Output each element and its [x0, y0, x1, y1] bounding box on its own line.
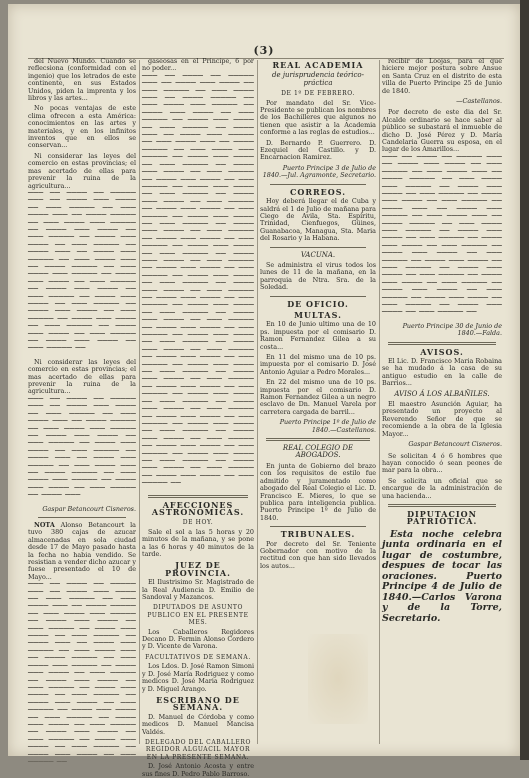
section-title: ESCRIBANO DE SEMANA. [156, 694, 240, 713]
article-paragraph: Los Caballeros Regidores Decano D. Fermin Alonso Cordero y D. Vicente de Varona. [142, 627, 254, 651]
column-divider [379, 60, 380, 744]
article-paragraph: Se administra el virus todos los lunes de 11 de la mañana, en la parroquia de Ntra. Sra. de la Soledad. [260, 260, 376, 292]
article-paragraph: Los Ldos. D. José Ramon Simoni y D. José María Rodriguez y como medicos D. José Maria Rodriguez y D. Miguel Arango. [142, 662, 254, 693]
article-paragraph: Hoy deberá llegar el de Cuba y saldrá el 1 de Julio de mañana para Ciego de Avila, Sta. Espíritu, Trinidad, Cienfuegos, Güines, Guanabacoa, Managua, Sta. Maria del Rosario y la Habana. [260, 197, 376, 243]
note-text: Alonso Betancourt la tuvo 380 cajas de azucar almacenadas en sola ciudad desde 17 de Mayo pasado hasta la fecha no habia vendido. Se resistian a vender dicho azucar y fuese presentado el 10 de Mayo... [28, 520, 136, 581]
signature: Gaspar Betancourt Cisneros. [408, 440, 502, 449]
article-paragraph: El maestro Asunción Aguiar, ha presentado un proyecto al Reverendo Señor de que se recomiende a la obra de la Iglesia Mayor... [382, 400, 502, 438]
section-title: AVISO Á LOS ALBAÑILES. [394, 389, 490, 398]
section-divider [388, 342, 496, 345]
article-paragraph: Se solicitan 4 ó 6 hombres que hayan conocido ó sean peones de mar para la obra... [382, 451, 502, 475]
column-4 [382, 58, 502, 748]
article-paragraph: D. Bernardo P. Guerrero. D. Ezequiel del Castillo. y D. Encarnacion Ramirez. [260, 138, 376, 162]
signature: —Castellanos. [456, 97, 502, 106]
column-2 [142, 57, 254, 778]
subsection-title: FACULTATIVOS DE SEMANA. [145, 653, 251, 661]
section-title: AFECCIONES ASTRONOMICAS. [151, 499, 245, 517]
section-title: VACUNA. [300, 250, 336, 259]
article-paragraph: No pocas ventajas de este clima ofrecen a esta América: conocimientos en las artes y materiales, y en los infinitos inventos que en ellos se conservan... [28, 104, 136, 150]
subsection-title: DELEGADO DEL CABALLERO REGIDOR ALGUACIL MAYOR EN LA PRESENTE SEMANA. [144, 738, 252, 761]
article-paragraph: En 10 de Junio ultimo una de 10 ps. impuesta por el comisario D. Ramon Fernandez Gilea a su costa... [260, 320, 376, 351]
subsection-title: DE HOY. [182, 519, 214, 527]
section-title: REAL COLEGIO DE ABOGADOS. [282, 444, 354, 460]
article-paragraph: Ni considerar las leyes del comercio en estas provincias; el mas acertado de ellas para prevenir la ruina de la agricultura... [28, 151, 136, 190]
article-paragraph: Por decreto de este dia del Sr. Alcalde ordinario se hace saber al público se subastará el inmueble de dicho D. José Pérez y D. María Candelaria Guerra su esposa, en el lugar de los Amarillos... [382, 108, 502, 154]
article-paragraph: D. José Antonio Acosta y entre sus fines D. Pedro Pablo Barroso. [142, 762, 254, 778]
section-divider [266, 438, 370, 441]
section-title: TRIBUNALES. [280, 529, 356, 540]
announcement-notice [382, 530, 502, 625]
section-divider [270, 247, 366, 248]
section-divider [270, 184, 366, 185]
article-paragraph: gaseosas en el Principe, 6 por no poder... [142, 57, 254, 73]
section-title: AVISOS. [420, 346, 464, 357]
article-paragraph: D. Manuel de Córdoba y como medicos D. Manuel Mancisa Valdés. [142, 712, 254, 736]
article-paragraph: Por decreto del Sr. Teniente Gobernador con motivo de la rectitud con que han sido llevados los autos... [260, 539, 376, 570]
column-1 [28, 57, 136, 769]
illegible-text-block: ▔▔▔ ▔▔ ▔▔▔▔ ▔▔ ▔▔▔▔▔ ▔▔▔ ▔▔ ▔▔▔▔ ▔▔▔ ▔▔▔▔ ▔▔ ▔▔▔ ▔▔▔▔▔ ▔▔ ▔▔▔ ▔▔▔▔ ▔▔▔ ▔▔ ▔▔▔▔ ▔▔▔▔▔ ▔▔ ▔▔▔ ▔▔▔▔ ▔▔▔ ▔▔▔▔▔ ▔▔ ▔▔▔▔ ▔▔▔ ▔▔▔▔ ▔▔ ▔▔▔ ▔▔▔▔▔ ▔▔ ▔▔▔▔ ▔▔▔ ▔▔▔▔ ▔▔ ▔▔▔ ▔▔▔▔▔ ▔▔ ▔▔▔▔ ▔▔▔ ▔▔ ▔▔▔▔ ▔▔▔ ▔▔▔▔▔ ▔▔ ▔▔▔ ▔▔▔▔ ▔▔▔ ▔▔ ▔▔▔▔ ▔▔▔▔▔ ▔▔ ▔▔▔ ▔▔▔▔ ▔▔▔ ▔▔▔▔▔ ▔▔ ▔▔▔▔ ▔▔▔ ▔▔▔▔ ▔▔ ▔▔▔ ▔▔▔▔▔ ▔▔ ▔▔▔▔ ▔▔▔ ▔▔▔▔ ▔▔ ▔▔▔ ▔▔▔▔▔ ▔▔ ▔▔▔▔ ▔▔▔ ▔▔▔▔ ▔▔ ▔▔▔ ▔▔▔▔▔ ▔▔ ▔▔▔▔ ▔▔▔ ▔▔▔▔ ▔▔ ▔▔▔ ▔▔▔▔▔ ▔▔ ▔▔▔▔ ▔▔▔ ▔▔▔▔ ▔▔ ▔▔▔ ▔▔▔▔▔ ▔▔ ▔▔▔▔ ▔▔▔ ▔▔▔▔ ▔▔ ▔▔▔ ▔▔▔▔▔ ▔▔ ▔▔▔▔ ▔▔▔ ▔▔▔▔ ▔▔ ▔▔▔ ▔▔▔▔▔ ▔▔ [28, 191, 136, 356]
article-paragraph: En 11 del mismo una de 10 ps. impuesta por el comisario D. José Antonio Aguiar a Pedro Morales... [260, 353, 376, 376]
section-divider [38, 517, 126, 518]
article-paragraph: En junta de Gobierno del brazo con los requisitos de estilo fue admitido y juramentado como abogado del Real Colegio el Lic. D. Francisco E. Mieres, lo que se publica para inteligencia publica. Puerto Principe 1º de Julio de 1840. [260, 461, 376, 522]
signature: Puerto Principe 1º de Julio de 1840.—Castellanos. [279, 418, 376, 434]
signature: Puerto Principe 30 de Junio de 1840.—Falda. [402, 321, 502, 338]
signature: Puerto Principe 3 de Julio de 1840.—Jul. Agramonte, Secretario. [262, 163, 376, 180]
signature: Gaspar Betancourt Cisneros. [42, 504, 136, 513]
column-divider [257, 60, 258, 744]
article-paragraph: El Ilustrisimo Sr. Magistrado de la Real Audiencia D. Emilio de Sandoval y Mazancos. [142, 578, 254, 602]
article-paragraph: Sale el sol a las 5 horas y 20 minutos de la mañana, y se pone a las 6 horas y 40 minutos de la tarde. [142, 527, 254, 558]
illegible-text-block: ▔▔▔ ▔▔ ▔▔▔▔ ▔▔ ▔▔▔▔▔ ▔▔▔ ▔▔ ▔▔▔▔ ▔▔▔ ▔▔▔▔ ▔▔ ▔▔▔ ▔▔▔▔▔ ▔▔ ▔▔▔ ▔▔▔▔ ▔▔▔ ▔▔ ▔▔▔▔ ▔▔▔▔▔ ▔▔ ▔▔▔ ▔▔▔▔ ▔▔▔ ▔▔▔▔▔ ▔▔ ▔▔▔▔ ▔▔▔ ▔▔▔▔ ▔▔ ▔▔▔ ▔▔▔▔▔ ▔▔ ▔▔▔▔ ▔▔▔ ▔▔▔▔ ▔▔ ▔▔▔ ▔▔▔▔▔ ▔▔ ▔▔▔▔ ▔▔▔ ▔▔ ▔▔▔▔ ▔▔▔ ▔▔▔▔▔ ▔▔ ▔▔▔ ▔▔▔▔ ▔▔▔ ▔▔ ▔▔▔▔ ▔▔▔▔▔ ▔▔ ▔▔▔ ▔▔▔▔ ▔▔▔ ▔▔▔▔▔ ▔▔ ▔▔▔▔ ▔▔▔ ▔▔▔▔ ▔▔ ▔▔▔ ▔▔▔▔▔ ▔▔ ▔▔▔▔ ▔▔▔ ▔▔▔▔ ▔▔ ▔▔▔ ▔▔▔▔▔ ▔▔ ▔▔▔▔ ▔▔▔ ▔▔▔▔ ▔▔ ▔▔▔ ▔▔▔▔▔ ▔▔ ▔▔▔▔ ▔▔▔ ▔▔▔▔ ▔▔ ▔▔▔ ▔▔▔▔▔ ▔▔ ▔▔▔▔ ▔▔▔ ▔▔▔▔ ▔▔ ▔▔▔ ▔▔▔▔▔ ▔▔ ▔▔▔▔ ▔▔▔ ▔▔▔▔ ▔▔ ▔▔▔ ▔▔▔▔▔ ▔▔ ▔▔▔▔ ▔▔▔ ▔▔▔▔ ▔▔ ▔▔▔ ▔▔▔▔▔ ▔▔ ▔▔▔▔ ▔▔▔ ▔▔▔▔ ▔▔ ▔▔▔ ▔▔▔▔▔ ▔▔ ▔▔▔▔ ▔▔▔ ▔▔▔▔ ▔▔ ▔▔▔ ▔▔▔▔▔ ▔▔ ▔▔▔▔ ▔▔▔ ▔▔▔▔ ▔▔ ▔▔▔ ▔▔▔▔▔ ▔▔ ▔▔▔▔ ▔▔▔ ▔▔▔▔ ▔▔ ▔▔▔ ▔▔▔▔▔ ▔▔ ▔▔▔▔ ▔▔▔ ▔▔▔▔ ▔▔ ▔▔▔ ▔▔▔▔▔ ▔▔ ▔▔▔▔ ▔▔▔ ▔▔▔▔ ▔▔ ▔▔▔ ▔▔▔▔▔ ▔▔ ▔▔▔▔ ▔▔▔ ▔▔▔▔ ▔▔ ▔▔▔ ▔▔▔▔▔ ▔▔ ▔▔▔▔ ▔▔▔ ▔▔▔▔ ▔▔ ▔▔▔ ▔▔▔▔▔ ▔▔ ▔▔▔▔ ▔▔▔ ▔▔▔▔ ▔▔ ▔▔▔ ▔▔▔▔▔ ▔▔ ▔▔▔▔ ▔▔▔ ▔▔▔▔ ▔▔ ▔▔▔ ▔▔▔▔▔ ▔▔ ▔▔▔▔ ▔▔▔ ▔▔▔▔ ▔▔ ▔▔▔ ▔▔▔▔▔ ▔▔ ▔▔▔▔ ▔▔▔ ▔▔▔▔ ▔▔ ▔▔▔ ▔▔▔▔▔ ▔▔ ▔▔▔▔ ▔▔▔ ▔▔▔▔ ▔▔ ▔▔▔ ▔▔▔▔▔ ▔▔ ▔▔▔▔ ▔▔▔ ▔▔▔▔ ▔▔ ▔▔▔ ▔▔▔▔▔ ▔▔ ▔▔▔▔ ▔▔▔ ▔▔▔▔ ▔▔ ▔▔▔ ▔▔▔▔▔ ▔▔ ▔▔▔▔ ▔▔▔ ▔▔▔▔ ▔▔ ▔▔▔ ▔▔▔▔▔ ▔▔ ▔▔▔▔ ▔▔▔ ▔▔▔▔ ▔▔ ▔▔▔ ▔▔▔▔▔ ▔▔ ▔▔▔▔ ▔▔▔ ▔▔▔▔ ▔▔ ▔▔▔ ▔▔▔▔▔ ▔▔ ▔▔▔▔ ▔▔▔ ▔▔▔▔ ▔▔ ▔▔▔ ▔▔▔▔▔ ▔▔ ▔▔▔▔ ▔▔▔ ▔▔▔▔ ▔▔ ▔▔▔ ▔▔▔▔▔ ▔▔ ▔▔▔▔ ▔▔▔ ▔▔▔▔ ▔▔ ▔▔▔ ▔▔▔▔▔ ▔▔ ▔▔▔▔ ▔▔▔ ▔▔▔▔ ▔▔ ▔▔▔ ▔▔▔▔▔ ▔▔ ▔▔▔▔ ▔▔▔ ▔▔▔▔ ▔▔ ▔▔▔ ▔▔▔▔▔ ▔▔ ▔▔▔▔ ▔▔▔ ▔▔▔▔ ▔▔ ▔▔▔ ▔▔▔▔▔ ▔▔ ▔▔▔▔ ▔▔▔ ▔▔▔▔ ▔▔ ▔▔▔ ▔▔▔▔▔ ▔▔ ▔▔▔▔ ▔▔▔ ▔▔▔▔ ▔▔ ▔▔▔ ▔▔▔▔▔ ▔▔ [142, 74, 254, 491]
subsection-title: DE 1º DE FEBRERO. [281, 90, 355, 98]
page-edge-shadow [520, 0, 529, 760]
section-title: CORREOS. [290, 186, 346, 197]
illegible-text-block: ▔▔▔ ▔▔ ▔▔▔▔ ▔▔ ▔▔▔▔▔ ▔▔▔ ▔▔ ▔▔▔▔ ▔▔▔ ▔▔▔▔ ▔▔ ▔▔▔ ▔▔▔▔▔ ▔▔ ▔▔▔ ▔▔▔▔ ▔▔▔ ▔▔ ▔▔▔▔ ▔▔▔▔▔ ▔▔ ▔▔▔ ▔▔▔▔ ▔▔▔ ▔▔▔▔▔ ▔▔ ▔▔▔▔ ▔▔▔ ▔▔▔▔ ▔▔ ▔▔▔ ▔▔▔▔▔ ▔▔ ▔▔▔▔ ▔▔▔ ▔▔▔▔ ▔▔ ▔▔▔ ▔▔▔▔▔ ▔▔ ▔▔▔▔ ▔▔▔ ▔▔ ▔▔▔▔ ▔▔▔ ▔▔▔▔▔ ▔▔ ▔▔▔ ▔▔▔▔ ▔▔▔ ▔▔ ▔▔▔▔ ▔▔▔▔▔ ▔▔ ▔▔▔ ▔▔▔▔ ▔▔▔ ▔▔▔▔▔ ▔▔ ▔▔▔▔ ▔▔▔ ▔▔▔▔ ▔▔ ▔▔▔ ▔▔▔▔▔ ▔▔ ▔▔▔▔ ▔▔▔ [28, 397, 136, 503]
subsection-title: DIPUTADOS DE ASUNTO PUBLICO EN EL PRESENTE MES. [147, 604, 249, 627]
section-divider [270, 526, 366, 527]
column-3 [260, 58, 376, 748]
illegible-text-block: ▔▔▔ ▔▔ ▔▔▔▔ ▔▔ ▔▔▔▔▔ ▔▔▔ ▔▔ ▔▔▔▔ ▔▔▔ ▔▔▔▔ ▔▔ ▔▔▔ ▔▔▔▔▔ ▔▔ ▔▔▔ ▔▔▔▔ ▔▔▔ ▔▔ ▔▔▔▔ ▔▔▔▔▔ ▔▔ ▔▔▔ ▔▔▔▔ ▔▔▔ ▔▔▔▔▔ ▔▔ ▔▔▔▔ ▔▔▔ ▔▔▔▔ ▔▔ ▔▔▔ ▔▔▔▔▔ ▔▔ ▔▔▔▔ ▔▔▔ ▔▔▔▔ ▔▔ ▔▔▔ ▔▔▔▔▔ ▔▔ ▔▔▔▔ ▔▔▔ ▔▔ ▔▔▔▔ ▔▔▔ ▔▔▔▔▔ ▔▔ ▔▔▔ ▔▔▔▔ ▔▔▔ ▔▔ ▔▔▔▔ ▔▔▔▔▔ ▔▔ ▔▔▔ ▔▔▔▔ ▔▔▔ ▔▔▔▔▔ ▔▔ ▔▔▔▔ ▔▔▔ ▔▔▔▔ ▔▔ ▔▔▔ ▔▔▔▔▔ ▔▔ ▔▔▔▔ ▔▔▔ ▔▔▔▔ ▔▔ ▔▔▔ ▔▔▔▔▔ ▔▔ ▔▔▔▔ ▔▔▔ ▔▔▔▔ ▔▔ ▔▔▔ ▔▔▔▔▔ ▔▔ ▔▔▔▔ ▔▔▔ ▔▔▔▔ ▔▔ ▔▔▔ ▔▔▔▔▔ ▔▔ ▔▔▔▔ ▔▔▔ ▔▔▔▔ ▔▔ ▔▔▔ ▔▔▔▔▔ ▔▔ ▔▔▔▔ ▔▔▔ ▔▔▔▔ ▔▔ ▔▔▔ ▔▔▔▔▔ ▔▔ ▔▔▔▔ ▔▔▔ ▔▔▔▔ ▔▔ ▔▔▔ ▔▔▔▔▔ ▔▔ ▔▔▔▔ ▔▔▔ ▔▔▔▔ ▔▔ ▔▔▔ ▔▔▔▔▔ ▔▔ ▔▔▔▔ ▔▔▔ ▔▔▔▔ ▔▔ ▔▔▔ ▔▔▔▔▔ ▔▔ [28, 583, 136, 769]
section-divider [148, 495, 248, 498]
article-paragraph: Por mandato del Sr. Vice-Presidente se publican los nombres de los Bachilleres que algunos no tienen que asistir a la Academia conforme a las reglas de estudios... [260, 98, 376, 137]
section-title: JUEZ DE PROVINCIA. [165, 560, 231, 578]
note-paragraph [28, 522, 136, 581]
article-paragraph: recibir de Loojas, para el que hiciere mejor postura sobre Ansue en Santa Cruz en el distrito de esta villa de Puerto Principe 25 de Junio de 1840. [382, 57, 502, 95]
article-paragraph: En 22 del mismo una de 10 ps. impuesta por el comisario D. Ramon Fernandez Gilea a un negro esclavo de Dn. Manuel Varela por carretera cargada de barril... [260, 378, 376, 416]
column-divider [139, 60, 140, 744]
note-label: NOTA [34, 520, 55, 529]
announcement-text: Esta noche celebra junta ordinaria en el lugar de costumbre, despues de tocar las oraciones. Puerto Principe 4 de Julio de 1840.—Carlos Varona y de la Torre, Secretario. [382, 528, 502, 624]
section-divider [270, 296, 366, 297]
article-paragraph: Se solicita un oficial que se encargue de la administración de una hacienda... [382, 476, 502, 500]
illegible-text-block: ▔▔▔ ▔▔ ▔▔▔▔ ▔▔ ▔▔▔▔▔ ▔▔▔ ▔▔ ▔▔▔▔ ▔▔▔ ▔▔▔▔ ▔▔ ▔▔▔ ▔▔▔▔▔ ▔▔ ▔▔▔ ▔▔▔▔ ▔▔▔ ▔▔ ▔▔▔▔ ▔▔▔▔▔ ▔▔ ▔▔▔ ▔▔▔▔ ▔▔▔ ▔▔▔▔▔ ▔▔ ▔▔▔▔ ▔▔▔ ▔▔▔▔ ▔▔ ▔▔▔ ▔▔▔▔▔ ▔▔ ▔▔▔▔ ▔▔▔ ▔▔▔▔ ▔▔ ▔▔▔ ▔▔▔▔▔ ▔▔ ▔▔▔▔ ▔▔▔ ▔▔ ▔▔▔▔ ▔▔▔ ▔▔▔▔▔ ▔▔ ▔▔▔ ▔▔▔▔ ▔▔▔ ▔▔ ▔▔▔▔ ▔▔▔▔▔ ▔▔ ▔▔▔ ▔▔▔▔ ▔▔▔ ▔▔▔▔▔ ▔▔ ▔▔▔▔ ▔▔▔ ▔▔▔▔ ▔▔ ▔▔▔ ▔▔▔▔▔ ▔▔ ▔▔▔▔ ▔▔▔ ▔▔▔▔ ▔▔ ▔▔▔ ▔▔▔▔▔ ▔▔ ▔▔▔▔ ▔▔▔ ▔▔▔▔ ▔▔ ▔▔▔ ▔▔▔▔▔ ▔▔ ▔▔▔▔ ▔▔▔ ▔▔▔▔ ▔▔ ▔▔▔ ▔▔▔▔▔ ▔▔ ▔▔▔▔ ▔▔▔ ▔▔▔▔ ▔▔ ▔▔▔ ▔▔▔▔▔ ▔▔ ▔▔▔▔ ▔▔▔ ▔▔▔▔ ▔▔ ▔▔▔ ▔▔▔▔▔ ▔▔ ▔▔▔▔ ▔▔▔ ▔▔▔▔ ▔▔ ▔▔▔ ▔▔▔▔▔ ▔▔ ▔▔▔▔ ▔▔▔ ▔▔▔▔ ▔▔ ▔▔▔ ▔▔▔▔▔ ▔▔ ▔▔▔▔ ▔▔▔ ▔▔▔▔ ▔▔ ▔▔▔ ▔▔▔▔▔ ▔▔ [382, 155, 502, 320]
section-title: DE OFICIO. [287, 298, 349, 309]
article-paragraph: Ni considerar las leyes del comercio en estas provincias; el mas acertado de ellas para prevenir la ruina de la agricultura... [28, 357, 136, 396]
section-divider [388, 504, 496, 507]
section-title: DIPUTACION PATRIOTICA. [406, 508, 478, 527]
section-title: MULTAS. [294, 309, 342, 320]
article-paragraph: El Lic. D. Francisco Maria Robaina se ha mudado á la casa de su antiguo estudio en la calle de Barrios... [382, 357, 502, 388]
page-number: (3) [253, 44, 275, 57]
section-subtitle: de jurisprudencia teórico-práctica [272, 71, 364, 87]
article-paragraph: del Nuevo Mundo. Cuando se reflecsiona (conformidad con el ingenio) que los letrados de este continente, en sus Estados Unidos, piden la imprenta y los libros y las artes... [28, 57, 136, 103]
section-title: REAL ACADEMIA [272, 60, 364, 70]
newspaper-page [8, 4, 520, 778]
